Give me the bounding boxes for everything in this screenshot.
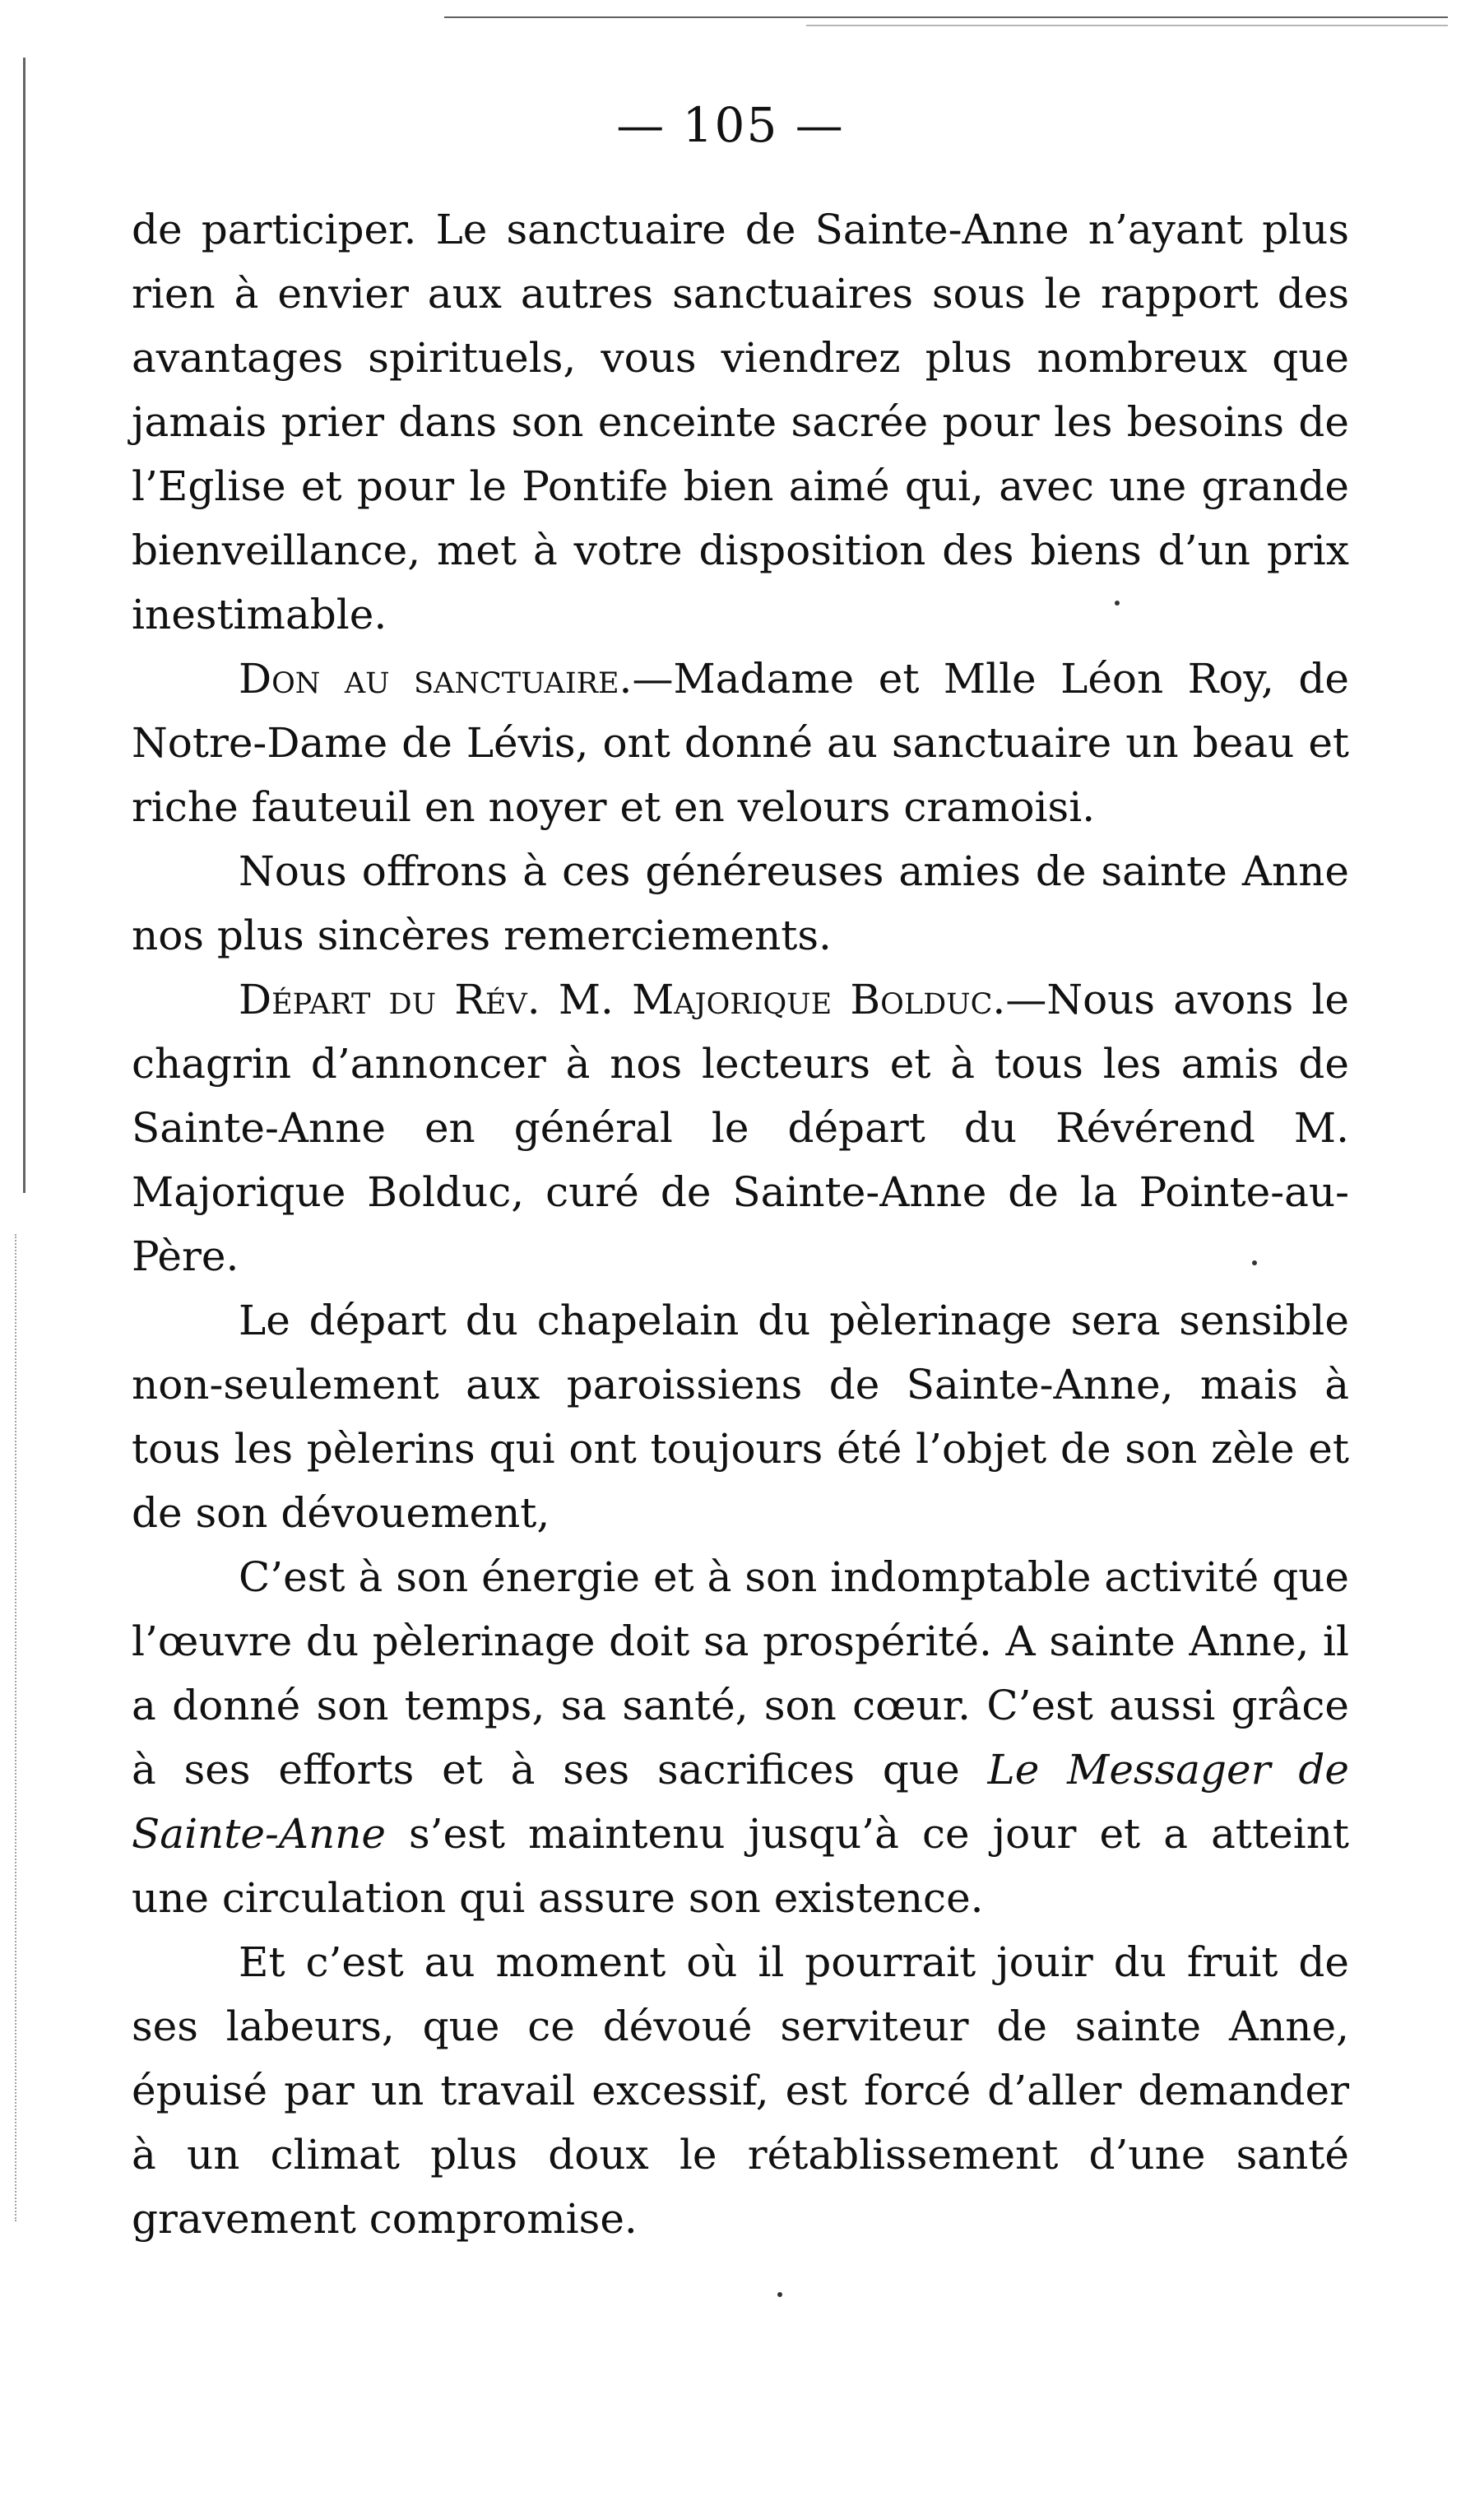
paragraph-text: Nous offrons à ces généreuses amies de sainte Anne nos plus sincères remerciements. [132,847,1349,959]
paragraph [132,1930,1349,2251]
paragraph-text: —Nous avons le chagrin d’annoncer à nos lecteurs et à tous les amis de Sainte-Anne en général le départ du Révérend M. Majorique Bolduc, curé de Sainte-Anne de la Pointe-au-Père. [132,976,1349,1280]
paragraph-text: C’est à son énergie et à son indomptable activité que l’œuvre du pèlerinage doit sa prospérité. A sainte Anne, il a donné son temps, sa santé, son cœur. C’est aussi grâce à ses efforts et à ses sacrifices que [132,1553,1349,1794]
gutter-shadow [23,58,26,1193]
paragraph [132,1288,1349,1545]
page-number: — 105 — [616,97,845,153]
paragraph-depart [132,968,1349,1288]
scan-edge-top [444,16,1448,18]
paragraph-text: Et c’est au moment où il pourrait jouir du fruit de ses labeurs, que ce dévoué serviteur de sainte Anne, épuisé par un travail excessif, est forcé d’aller demander à un climat plus doux le rétablissement d’une santé gravement compromise. [132,1938,1349,2243]
paragraph-text: de participer. Le sanctuaire de Sainte-Anne n’ayant plus rien à envier aux autres sanctuaires sous le rapport des avantages spirituels, vous viendrez plus nombreux que jamais prier dans son enceinte sacrée pour les besoins de l’Eglise et pour le Pontife bien aimé qui, avec une grande bienveillance, met à votre disposition des biens d’un prix inestimable. [132,206,1349,638]
paragraph [132,197,1349,647]
paragraph [132,839,1349,968]
body-text [132,197,1349,2251]
publication-title: Le Messager de Sainte-Anne [132,1746,1349,1858]
section-heading: Don au sanctuaire. [239,655,633,703]
gutter-specks [15,1234,21,2221]
paragraph-don-au-sanctuaire [132,647,1349,839]
paragraph-text: —Madame et Mlle Léon Roy, de Notre-Dame de Lévis, ont donné au sanctuaire un beau et riche fauteuil en noyer et en velours cramoisi. [132,655,1349,831]
paragraph [132,1545,1349,1930]
scan-edge-top-secondary [806,25,1448,26]
ink-speck [777,2292,782,2297]
paragraph-text: s’est maintenu jusqu’à ce jour et a atteint une circulation qui assure son existence. [132,1810,1349,1922]
paragraph-text: Le départ du chapelain du pèlerinage sera sensible non-seulement aux paroissiens de Sainte-Anne, mais à tous les pèlerins qui ont toujours été l’objet de son zèle et de son dévouement, [132,1297,1349,1537]
section-heading: Départ du Rév. M. Majorique Bolduc. [239,976,1006,1023]
